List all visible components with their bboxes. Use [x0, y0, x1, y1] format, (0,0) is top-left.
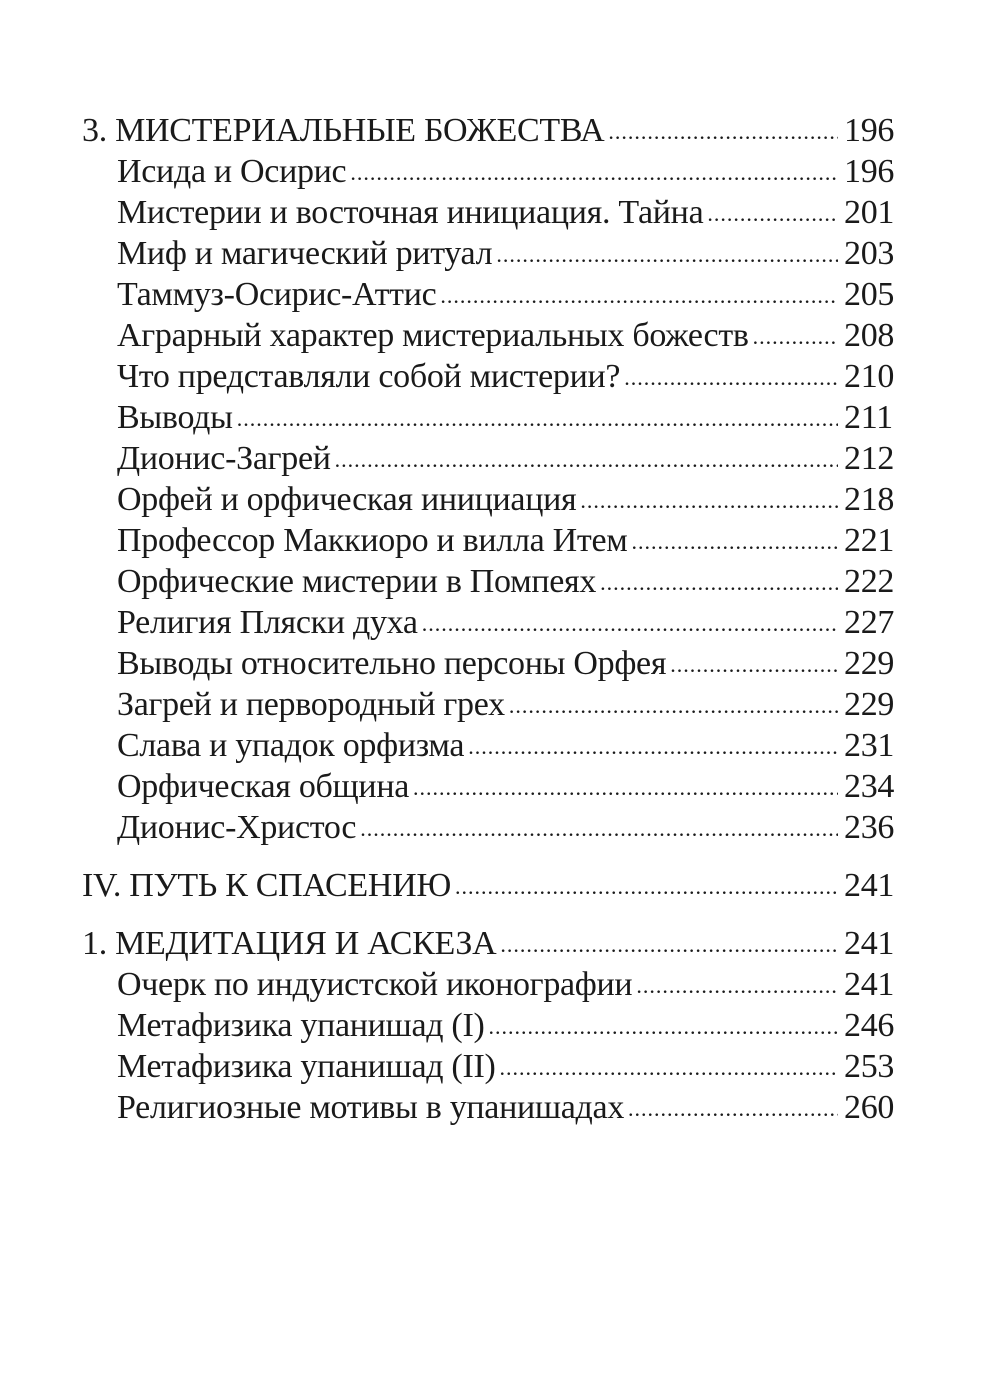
dot-leader: [489, 1003, 839, 1047]
dot-leader: [624, 354, 838, 398]
toc-entry: [82, 561, 902, 602]
entry-title: Миф и магический ритуал: [117, 235, 493, 272]
page-number: 229: [844, 686, 895, 723]
page-number: 227: [844, 604, 895, 641]
entry-title: Религиозные мотивы в упанишадах: [117, 1089, 625, 1126]
dot-leader: [360, 805, 838, 849]
entry-title: Что представляли собой мистерии?: [117, 358, 621, 395]
entry-title: Орфей и орфическая инициация: [117, 481, 577, 518]
toc-entry: [82, 479, 902, 520]
section-heading: [82, 865, 902, 906]
page-number: 201: [844, 194, 895, 231]
toc-entry: [82, 1087, 902, 1128]
toc-entry: [82, 397, 902, 438]
toc-entry: [82, 192, 902, 233]
entry-title: Метафизика упанишад (II): [117, 1048, 496, 1085]
page-number: 221: [844, 522, 895, 559]
page-number: 246: [844, 1007, 895, 1044]
page-number: 253: [844, 1048, 895, 1085]
toc-entry: [82, 151, 902, 192]
toc-entry: [82, 520, 902, 561]
dot-leader: [440, 272, 838, 316]
page-number: 260: [844, 1089, 895, 1126]
page-number: 212: [844, 440, 895, 477]
dot-leader: [628, 1085, 838, 1129]
toc-entry: [82, 1005, 902, 1046]
entry-title: Метафизика упанишад (I): [117, 1007, 485, 1044]
entry-title: Профессор Маккиоро и вилла Итем: [117, 522, 628, 559]
entry-title: IV. ПУТЬ К СПАСЕНИЮ: [82, 867, 451, 904]
page-number: 203: [844, 235, 895, 272]
toc-entry: [82, 438, 902, 479]
dot-leader: [753, 313, 838, 357]
entry-title: Слава и упадок орфизма: [117, 727, 465, 764]
toc-entry: [82, 602, 902, 643]
toc-entry: [82, 315, 902, 356]
page-number: 231: [844, 727, 895, 764]
entry-title: Таммуз-Осирис-Аттис: [117, 276, 437, 313]
dot-leader: [509, 682, 838, 726]
entry-title: Орфическая община: [117, 768, 410, 805]
toc-entry: [82, 807, 902, 848]
section-heading: [82, 923, 902, 964]
page-number: 234: [844, 768, 895, 805]
dot-leader: [237, 395, 838, 439]
toc-section: [82, 923, 902, 1128]
page-number: 196: [844, 153, 895, 190]
entry-title: Дионис-Загрей: [117, 440, 331, 477]
dot-leader: [608, 108, 838, 152]
toc-entry: [82, 643, 902, 684]
dot-leader: [413, 764, 838, 808]
page-number: 210: [844, 358, 895, 395]
toc-entry: [82, 274, 902, 315]
page-number: 211: [844, 399, 893, 436]
entry-title: Мистерии и восточная инициация. Тайна: [117, 194, 704, 231]
dot-leader: [600, 559, 838, 603]
entry-title: Загрей и первородный грех: [117, 686, 505, 723]
page-number: 208: [844, 317, 895, 354]
toc-entry: [82, 684, 902, 725]
dot-leader: [670, 641, 838, 685]
table-of-contents: [82, 110, 902, 1128]
toc-entry: [82, 766, 902, 807]
dot-leader: [500, 1044, 838, 1088]
toc-entry: [82, 233, 902, 274]
page-number: 218: [844, 481, 895, 518]
dot-leader: [496, 231, 838, 275]
page-number: 196: [844, 112, 895, 149]
toc-entry: [82, 356, 902, 397]
page-number: 241: [844, 966, 895, 1003]
dot-leader: [350, 149, 838, 193]
dot-leader: [580, 477, 838, 521]
toc-section: [82, 110, 902, 848]
page-number: 229: [844, 645, 895, 682]
toc-entry: [82, 725, 902, 766]
entry-title: Выводы: [117, 399, 233, 436]
entry-title: Выводы относительно персоны Орфея: [117, 645, 667, 682]
page-number: 205: [844, 276, 895, 313]
dot-leader: [468, 723, 838, 767]
toc-entry: [82, 1046, 902, 1087]
page-number: 236: [844, 809, 895, 846]
page-number: 241: [844, 867, 895, 904]
entry-title: Очерк по индуистской иконографии: [117, 966, 633, 1003]
dot-leader: [335, 436, 838, 480]
toc-section: [82, 865, 902, 906]
entry-title: Аграрный характер мистериальных божеств: [117, 317, 749, 354]
entry-title: 3. МИСТЕРИАЛЬНЫЕ БОЖЕСТВА: [82, 112, 605, 149]
toc-entry: [82, 964, 902, 1005]
entry-title: Орфические мистерии в Помпеях: [117, 563, 597, 600]
page-number: 222: [844, 563, 895, 600]
dot-leader: [636, 962, 838, 1006]
dot-leader: [707, 190, 838, 234]
entry-title: Религия Пляски духа: [117, 604, 418, 641]
page-number: 241: [844, 925, 895, 962]
entry-title: Исида и Осирис: [117, 153, 347, 190]
dot-leader: [500, 921, 838, 965]
dot-leader: [455, 863, 838, 907]
entry-title: Дионис-Христос: [117, 809, 357, 846]
section-heading: [82, 110, 902, 151]
dot-leader: [631, 518, 838, 562]
entry-title: 1. МЕДИТАЦИЯ И АСКЕЗА: [82, 925, 497, 962]
dot-leader: [422, 600, 838, 644]
